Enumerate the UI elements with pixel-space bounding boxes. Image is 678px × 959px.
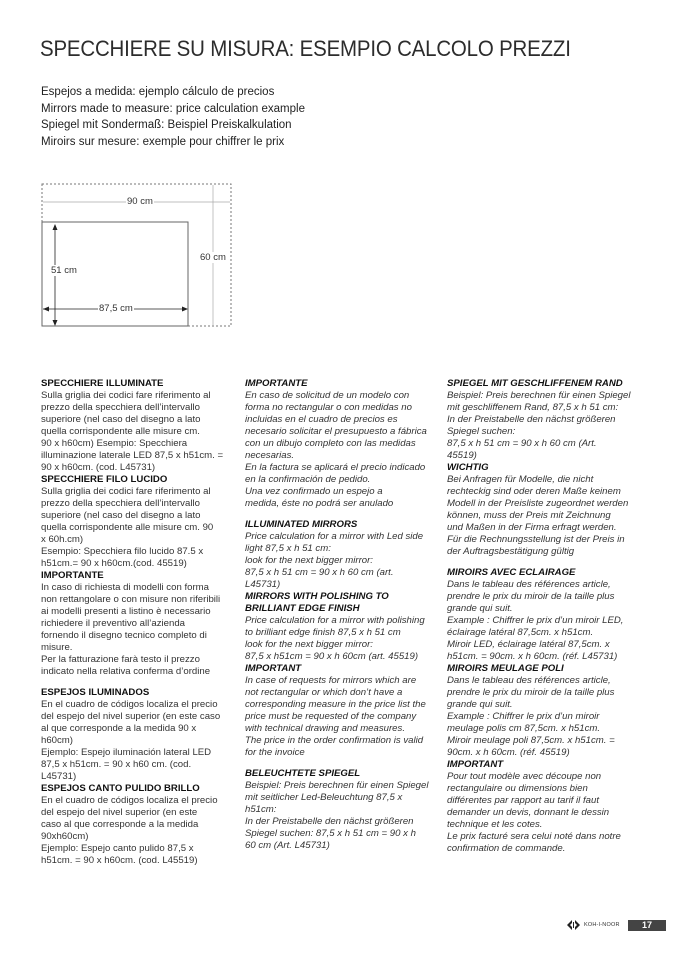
section-heading: IMPORTANT xyxy=(447,759,504,770)
body-text-line: con un dibujo completo con las medidas xyxy=(245,438,416,449)
body-text-line: Beispiel: Preis berechnen für einen Spiegel xyxy=(447,390,631,401)
arrowhead-right xyxy=(182,307,188,312)
body-text-line: 87,5 x h 51 cm = 90 x h 60 cm (Art. xyxy=(447,438,597,449)
body-text-line: necesarias. xyxy=(245,450,295,461)
body-text-line: Für die Rechnungsstellung ist der Preis in xyxy=(447,534,625,545)
body-text-line: 90cm. x h 60cm. (réf. 45519) xyxy=(447,747,570,758)
section-heading: IMPORTANTE xyxy=(245,378,308,389)
body-text-line: 90 x h60cm) Esempio: Specchiera xyxy=(41,438,188,449)
body-text-line: Spiegel suchen: 87,5 x h 51 cm = 90 x h xyxy=(245,828,416,839)
brand-logo xyxy=(567,920,620,930)
section-heading: WICHTIG xyxy=(447,462,489,473)
body-text-line: quella corrispondente alle misure cm. xyxy=(41,426,200,437)
body-text-line: non rettangolare o con misure non riferibili xyxy=(41,594,221,605)
body-text-line: 45519) xyxy=(447,450,477,461)
body-text-line: In case of requests for mirrors which are xyxy=(245,675,417,686)
body-text-line: Dans le tableau des références article, xyxy=(447,579,611,590)
body-text-line: light 87,5 x h 51 cm: xyxy=(245,543,331,554)
body-text-line: Ejemplo: Espejo canto pulido 87,5 x xyxy=(41,843,194,854)
body-text-line: Esempio: Specchiera filo lucido 87.5 x xyxy=(41,546,204,557)
body-text-line: In caso di richiesta di modelli con forma xyxy=(41,582,209,593)
page-number: 17 xyxy=(628,920,666,931)
body-text-line: superiore (nel caso del disegno a lato xyxy=(41,414,201,425)
body-text-line: Per la fatturazione farà testo il prezzo xyxy=(41,654,200,665)
body-text-line: 87,5 x h51cm = 90 x h 60cm (art. 45519) xyxy=(245,651,419,662)
body-text-line: rectangulaire ou dimensions bien xyxy=(447,783,588,794)
body-text-line: 87,5 x h51cm. = 90 x h60 cm. (cod. xyxy=(41,759,192,770)
label-90cm: 90 cm xyxy=(127,196,153,207)
body-text-line: prendre le prix du miroir de la taille plus xyxy=(447,687,615,698)
brand-name: KOH-I-NOOR xyxy=(584,922,620,928)
body-text-line: différentes par rapport au tarif il faut xyxy=(447,795,599,806)
body-text-line: L45731) xyxy=(41,771,77,782)
body-text-line: 90xh60cm) xyxy=(41,831,89,842)
body-text-line: The price in the order confirmation is valid xyxy=(245,735,424,746)
body-text-line: Modell in der Preisliste zugeordnet werden xyxy=(447,498,629,509)
section-heading: ESPEJOS ILUMINADOS xyxy=(41,687,150,698)
body-text-line: 90 x h60cm. (cod. L45731) xyxy=(41,462,156,473)
body-text-line: En el cuadro de códigos localiza el precio xyxy=(41,795,218,806)
column-spanish-english-german xyxy=(245,378,455,852)
body-text-line: h51cm: xyxy=(245,804,277,815)
page-title: SPECCHIERE SU MISURA: ESEMPIO CALCOLO PREZZI xyxy=(40,36,571,61)
body-text-line: corresponding measure in the price list the xyxy=(245,699,426,710)
section-heading: SPECCHIERE ILLUMINATE xyxy=(41,378,164,389)
body-text-line: éclairage latéral 87,5cm. x h51cm. xyxy=(447,627,594,638)
section-heading: BELEUCHTETE SPIEGEL xyxy=(245,768,361,779)
body-text-line: incluidas en el cuadro de precios es xyxy=(245,414,398,425)
body-text-line: caso al que corresponde a la medida xyxy=(41,819,199,830)
koh-i-noor-logo-icon xyxy=(567,920,580,930)
body-text-line: Sulla griglia dei codici fare riferimento al xyxy=(41,390,211,401)
body-text-line: richiedere il preventivo all’azienda xyxy=(41,618,185,629)
body-text-line: h51cm. = 90cm. x h 60cm. (réf. L45731) xyxy=(447,651,618,662)
body-text-line: Pour tout modèle avec découpe non xyxy=(447,771,602,782)
body-text-line: grande qui suit. xyxy=(447,603,513,614)
body-text-line: misure. xyxy=(41,642,73,653)
body-text-line: Example : Chiffrer le prix d’un miroir xyxy=(447,711,600,722)
column-german-french xyxy=(447,378,657,855)
arrowhead-up xyxy=(53,224,58,230)
body-text-line: look for the next bigger mirror: xyxy=(245,639,373,650)
body-text-line: x 60h.cm) xyxy=(41,534,84,545)
body-text-line: können, muss der Preis mit Zeichnung xyxy=(447,510,611,521)
label-60cm: 60 cm xyxy=(200,252,226,263)
section-heading: IMPORTANTE xyxy=(41,570,104,581)
body-text-line: Example : Chiffrer le prix d’un miroir LED, xyxy=(447,615,624,626)
body-text-line: del espejo del nivel superior (en este xyxy=(41,807,198,818)
body-text-line: with technical drawing and measures. xyxy=(245,723,405,734)
paragraph-spacer xyxy=(41,678,251,687)
body-text-line: Beispiel: Preis berechnen für einen Spiegel xyxy=(245,780,429,791)
body-text-line: In der Preistabelle den nächst größeren xyxy=(245,816,414,827)
body-text-line: prezzo della specchiera dell’intervallo xyxy=(41,402,200,413)
body-text-line: h60cm) xyxy=(41,735,73,746)
arrowhead-down xyxy=(53,320,58,326)
section-heading: SPIEGEL MIT GESCHLIFFENEM RAND xyxy=(447,378,623,389)
body-text-line: indicato nella relativa conferma d’ordine xyxy=(41,666,211,677)
body-text-line: del espejo del nivel superior (en este caso xyxy=(41,711,221,722)
body-text-line: En caso de solicitud de un modelo con xyxy=(245,390,410,401)
body-text-line: In der Preistabelle den nächst größeren xyxy=(447,414,616,425)
body-text-line: und Maßen in der Firma erfragt werden. xyxy=(447,522,617,533)
body-text-line: mit geschliffenem Rand, 87,5 x h 51 cm: xyxy=(447,402,619,413)
body-text-line: Dans le tableau des références article, xyxy=(447,675,611,686)
paragraph-spacer xyxy=(245,510,455,519)
body-text-line: price must be requested of the company xyxy=(245,711,417,722)
body-text-line: al que corresponde a la medida 90 x xyxy=(41,723,197,734)
body-text-line: h51cm.= 90 x h60cm.(cod. 45519) xyxy=(41,558,187,569)
body-text-line: superiore (nel caso del disegno a lato xyxy=(41,510,201,521)
body-text-line: medida, éste no podrá ser anulado xyxy=(245,498,394,509)
body-text-line: rechteckig sind oder deren Maße keinem xyxy=(447,486,621,497)
body-text-line: der Auftragsbestätigung gültig xyxy=(447,546,575,557)
body-text-line: Sulla griglia dei codici fare riferimento al xyxy=(41,486,211,497)
section-heading: SPECCHIERE FILO LUCIDO xyxy=(41,474,168,485)
body-text-line: Le prix facturé sera celui noté dans notre xyxy=(447,831,621,842)
body-text-line: ai modelli presenti a listino è necessario xyxy=(41,606,211,617)
body-text-line: for the invoice xyxy=(245,747,305,758)
body-text-line: fornendo il disegno tecnico completo di xyxy=(41,630,207,641)
section-heading: ESPEJOS CANTO PULIDO BRILLO xyxy=(41,783,200,794)
section-heading: IMPORTANT xyxy=(245,663,302,674)
body-text-line: Bei Anfragen für Modelle, die nicht xyxy=(447,474,594,485)
body-text-line: En la factura se aplicará el precio indicado xyxy=(245,462,426,473)
section-heading: BRILLIANT EDGE FINISH xyxy=(245,603,360,614)
body-text-line: 60 cm (Art. L45731) xyxy=(245,840,330,851)
body-text-line: look for the next bigger mirror: xyxy=(245,555,373,566)
body-text-line: Miroir LED, éclairage latéral 87,5cm. x xyxy=(447,639,610,650)
body-text-line: quella corrispondente alle misure cm. 90 xyxy=(41,522,214,533)
body-text-line: not rectangular or which don’t have a xyxy=(245,687,403,698)
subtitle-es: Espejos a medida: ejemplo cálculo de precios xyxy=(41,86,275,98)
paragraph-spacer xyxy=(245,759,455,768)
column-italian-spanish xyxy=(41,378,251,867)
body-text-line: prezzo della specchiera dell’intervallo xyxy=(41,498,200,509)
body-text-line: mit seitlicher Led-Beleuchtung 87,5 x xyxy=(245,792,403,803)
section-heading: MIRRORS WITH POLISHING TO xyxy=(245,591,389,602)
body-text-line: confirmation de commande. xyxy=(447,843,566,854)
body-text-line: Miroir meulage poli 87,5cm. x h51cm. = xyxy=(447,735,615,746)
section-heading: MIROIRS AVEC ECLAIRAGE xyxy=(447,567,576,578)
body-text-line: En el cuadro de códigos localiza el precio xyxy=(41,699,218,710)
body-text-line: meulage polis cm 87,5cm. x h51cm. xyxy=(447,723,601,734)
arrowhead-left xyxy=(43,307,49,312)
body-text-line: forma no rectangular o con medidas no xyxy=(245,402,412,413)
body-text-line: Price calculation for a mirror with Led side xyxy=(245,531,424,542)
body-text-line: 87,5 x h 51 cm = 90 x h 60 cm (art. xyxy=(245,567,394,578)
subtitle-en: Mirrors made to measure: price calculation example xyxy=(41,102,305,115)
body-text-line: illuminazione laterale LED 87,5 x h51cm. = xyxy=(41,450,224,461)
label-87-5cm: 87,5 cm xyxy=(99,303,133,314)
body-text-line: prendre le prix du miroir de la taille plus xyxy=(447,591,615,602)
body-text-line: Una vez confirmado un espejo a xyxy=(245,486,383,497)
body-text-line: necesario solicitar el presupuesto a fábrica xyxy=(245,426,427,437)
body-text-line: Ejemplo: Espejo iluminación lateral LED xyxy=(41,747,212,758)
body-text-line: grande qui suit. xyxy=(447,699,513,710)
section-heading: ILLUMINATED MIRRORS xyxy=(245,519,358,530)
subtitle-fr: Miroirs sur mesure: exemple pour chiffrer le prix xyxy=(41,135,285,148)
section-heading: MIROIRS MEULAGE POLI xyxy=(447,663,564,674)
body-text-line: demander un devis, donnant le dessin xyxy=(447,807,610,818)
body-text-line: L45731) xyxy=(245,579,281,590)
body-text-line: Price calculation for a mirror with polishing xyxy=(245,615,425,626)
paragraph-spacer xyxy=(447,558,657,567)
subtitle-de: Spiegel mit Sondermaß: Beispiel Preiskalkulation xyxy=(41,119,292,131)
body-text-line: technique et les cotes. xyxy=(447,819,543,830)
body-text-line: h51cm. = 90 x h60cm. (cod. L45519) xyxy=(41,855,198,866)
body-text-line: Spiegel suchen: xyxy=(447,426,516,437)
body-text-line: en la confirmación de pedido. xyxy=(245,474,371,485)
label-51cm: 51 cm xyxy=(51,265,77,276)
body-text-line: to brilliant edge finish 87,5 x h 51 cm xyxy=(245,627,401,638)
